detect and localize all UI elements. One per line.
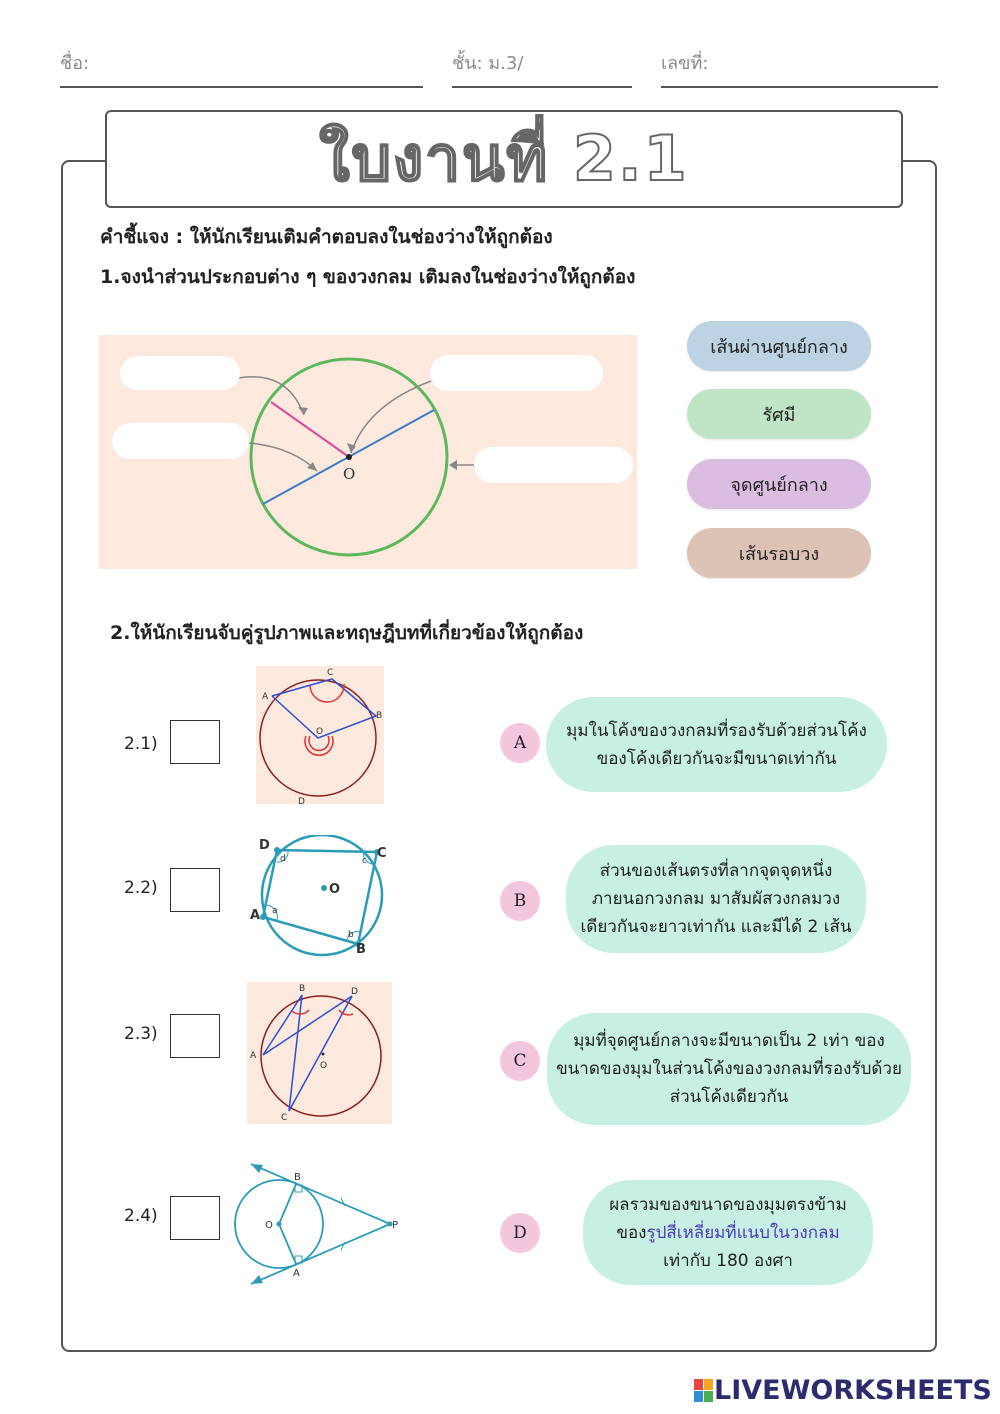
- item-number-2-1: 2.1): [124, 734, 158, 754]
- item-number-2-4: 2.4): [124, 1206, 158, 1226]
- fig2-label-d: D: [259, 838, 270, 853]
- number-label: เลขที่:: [661, 53, 709, 74]
- name-line[interactable]: [60, 86, 423, 88]
- fig2-angle-c: c: [362, 856, 367, 866]
- theorem-letter-b: B: [500, 881, 540, 921]
- fig2-angle-b: b: [348, 930, 354, 940]
- figure-2-1-svg: [256, 666, 384, 804]
- center-o-label: O: [343, 465, 356, 483]
- option-radius[interactable]: รัศมี: [687, 389, 871, 439]
- fig3-label-d: D: [351, 987, 358, 997]
- theorem-letter-a: A: [500, 723, 540, 763]
- class-line[interactable]: [452, 86, 632, 88]
- theorem-c-line2: ขนาดของมุมในส่วนโค้งของวงกลมที่รองรับด้วย: [556, 1059, 902, 1079]
- fig1-label-c: C: [327, 668, 334, 678]
- answer-box-2-1[interactable]: [170, 720, 220, 764]
- fig1-label-o: O: [316, 727, 324, 737]
- title-box: [105, 110, 903, 208]
- fig3-label-o: O: [320, 1061, 328, 1071]
- theorem-d-line2-highlight: รูปสี่เหลี่ยมที่แนบในวงกลม: [646, 1222, 840, 1243]
- section2-heading: 2.ให้นักเรียนจับคู่รูปภาพและทฤษฎีบทที่เกี่ยวข้องให้ถูกต้อง: [110, 622, 584, 644]
- figure-2-2: [250, 835, 395, 960]
- fig2-label-b: B: [356, 942, 366, 957]
- answer-box-2-2[interactable]: [170, 868, 220, 912]
- item-number-2-2: 2.2): [124, 878, 158, 898]
- answer-box-2-4[interactable]: [170, 1196, 220, 1240]
- theorem-a[interactable]: [546, 697, 887, 792]
- liveworksheets-logo-text: LIVEWORKSHEETS: [714, 1375, 992, 1406]
- number-line[interactable]: [661, 86, 938, 88]
- theorem-d[interactable]: [583, 1180, 873, 1285]
- item-number-2-3: 2.3): [124, 1024, 158, 1044]
- theorem-c[interactable]: [547, 1013, 911, 1125]
- theorem-c-line1: มุมที่จุดศูนย์กลางจะมีขนาดเป็น 2 เท่า ของ: [573, 1031, 885, 1051]
- figure-2-3-svg: [247, 982, 392, 1124]
- option-diameter[interactable]: เส้นผ่านศูนย์กลาง: [687, 321, 871, 371]
- figure-2-4: [233, 1146, 403, 1292]
- fig4-label-b: B: [294, 1172, 301, 1183]
- fig2-angle-a: a: [272, 906, 278, 916]
- instruction-text: คำชี้แจง : ให้นักเรียนเติมคำตอบลงในช่องว่างให้ถูกต้อง: [100, 226, 553, 248]
- blank-circumference-target[interactable]: [474, 447, 633, 483]
- class-label: ชั้น: ม.3/: [452, 53, 524, 74]
- fig1-label-b: B: [376, 711, 383, 721]
- fig3-label-c: C: [281, 1113, 288, 1123]
- theorem-b-line2: ภายนอกวงกลม มาสัมผัสวงกลมวง: [591, 889, 841, 909]
- theorem-d-line2-prefix: ของ: [616, 1222, 647, 1243]
- fig1-label-d: D: [298, 797, 305, 804]
- option-center-point[interactable]: จุดศูนย์กลาง: [687, 459, 871, 509]
- name-label: ชื่อ:: [60, 53, 90, 74]
- theorem-b-line1: ส่วนของเส้นตรงที่ลากจุดจุดหนึ่ง: [599, 861, 833, 881]
- theorem-letter-d: D: [500, 1213, 540, 1253]
- page-title: ใบงานที่ 2.1: [319, 122, 689, 195]
- fig3-label-b: B: [299, 984, 306, 994]
- blank-center-target[interactable]: [430, 355, 603, 391]
- theorem-a-line1: มุมในโค้งของวงกลมที่รองรับด้วยส่วนโค้ง: [566, 720, 867, 741]
- figure-2-2-svg: [250, 835, 395, 960]
- theorem-a-line2: ของโค้งเดียวกันจะมีขนาดเท่ากัน: [596, 748, 837, 769]
- circle-parts-diagram: [99, 335, 637, 569]
- section1-heading: 1.จงนำส่วนประกอบต่าง ๆ ของวงกลม เติมลงในช่องว่างให้ถูกต้อง: [100, 266, 636, 288]
- fig2-angle-d: d: [280, 854, 286, 864]
- fig4-label-a: A: [293, 1268, 300, 1279]
- theorem-letter-c: C: [500, 1041, 540, 1081]
- theorem-d-line3: เท่ากับ 180 องศา: [663, 1250, 793, 1271]
- fig2-label-a: A: [250, 908, 261, 923]
- fig1-label-a: A: [262, 692, 269, 702]
- liveworksheets-logo-icon: [694, 1379, 714, 1403]
- theorem-b-line3: เดียวกันจะยาวเท่ากัน และมีได้ 2 เส้น: [580, 917, 852, 937]
- fig2-label-c: C: [377, 846, 387, 861]
- figure-2-1: [256, 666, 384, 804]
- theorem-d-line1: ผลรวมของขนาดของมุมตรงข้าม: [609, 1194, 847, 1215]
- blank-radius-target[interactable]: [120, 356, 240, 390]
- figure-2-4-svg: [233, 1146, 403, 1292]
- fig3-label-a: A: [250, 1051, 257, 1061]
- blank-diameter-target[interactable]: [112, 423, 249, 459]
- figure-2-3: [247, 982, 392, 1124]
- theorem-b[interactable]: [566, 845, 866, 953]
- theorem-d-line2: [616, 1219, 839, 1247]
- liveworksheets-logo: [694, 1375, 992, 1406]
- fig2-label-o: O: [329, 882, 341, 897]
- fig4-label-o: O: [265, 1220, 273, 1231]
- fig4-label-p: P: [392, 1220, 399, 1231]
- theorem-c-line3: ส่วนโค้งเดียวกัน: [669, 1087, 789, 1107]
- answer-box-2-3[interactable]: [170, 1014, 220, 1058]
- option-circumference[interactable]: เส้นรอบวง: [687, 528, 871, 578]
